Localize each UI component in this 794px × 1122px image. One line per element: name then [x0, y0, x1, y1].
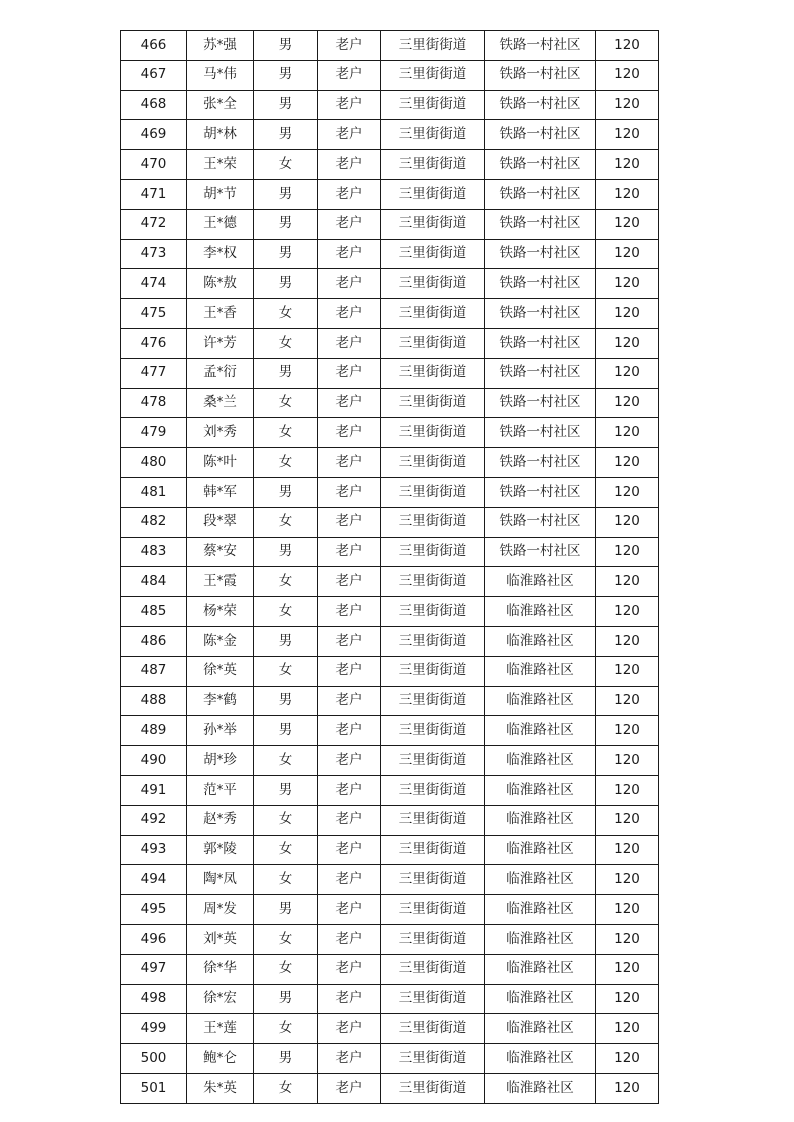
community-cell: 临淮路社区 [485, 1014, 596, 1044]
table-row [121, 686, 659, 716]
name-cell: 胡*珍 [187, 746, 254, 776]
household-type-cell: 老户 [318, 150, 381, 180]
serial-number-cell: 499 [121, 1014, 187, 1044]
table-row [121, 1014, 659, 1044]
street-cell: 三里街街道 [381, 1044, 485, 1074]
serial-number-cell: 481 [121, 477, 187, 507]
amount-cell: 120 [596, 179, 659, 209]
name-cell: 陶*凤 [187, 865, 254, 895]
amount-cell: 120 [596, 1014, 659, 1044]
serial-number-cell: 470 [121, 150, 187, 180]
community-cell: 临淮路社区 [485, 626, 596, 656]
name-cell: 王*莲 [187, 1014, 254, 1044]
table-row [121, 179, 659, 209]
community-cell: 临淮路社区 [485, 805, 596, 835]
community-cell: 铁路一村社区 [485, 388, 596, 418]
amount-cell: 120 [596, 507, 659, 537]
gender-cell: 男 [254, 895, 318, 925]
amount-cell: 120 [596, 31, 659, 61]
amount-cell: 120 [596, 358, 659, 388]
table-row [121, 984, 659, 1014]
household-type-cell: 老户 [318, 567, 381, 597]
amount-cell: 120 [596, 686, 659, 716]
household-type-cell: 老户 [318, 1014, 381, 1044]
table-row [121, 31, 659, 61]
gender-cell: 男 [254, 120, 318, 150]
table-row [121, 954, 659, 984]
name-cell: 朱*英 [187, 1073, 254, 1103]
gender-cell: 女 [254, 656, 318, 686]
serial-number-cell: 500 [121, 1044, 187, 1074]
household-type-cell: 老户 [318, 626, 381, 656]
table-row [121, 924, 659, 954]
serial-number-cell: 469 [121, 120, 187, 150]
community-cell: 铁路一村社区 [485, 507, 596, 537]
table-row [121, 775, 659, 805]
name-cell: 王*香 [187, 299, 254, 329]
street-cell: 三里街街道 [381, 418, 485, 448]
household-type-cell: 老户 [318, 805, 381, 835]
name-cell: 徐*华 [187, 954, 254, 984]
table-row [121, 120, 659, 150]
serial-number-cell: 485 [121, 597, 187, 627]
gender-cell: 女 [254, 954, 318, 984]
community-cell: 临淮路社区 [485, 924, 596, 954]
amount-cell: 120 [596, 597, 659, 627]
household-type-cell: 老户 [318, 269, 381, 299]
street-cell: 三里街街道 [381, 537, 485, 567]
serial-number-cell: 486 [121, 626, 187, 656]
street-cell: 三里街街道 [381, 60, 485, 90]
name-cell: 范*平 [187, 775, 254, 805]
household-type-cell: 老户 [318, 418, 381, 448]
gender-cell: 女 [254, 835, 318, 865]
gender-cell: 女 [254, 1073, 318, 1103]
name-cell: 陈*金 [187, 626, 254, 656]
street-cell: 三里街街道 [381, 269, 485, 299]
community-cell: 临淮路社区 [485, 865, 596, 895]
household-type-cell: 老户 [318, 388, 381, 418]
amount-cell: 120 [596, 418, 659, 448]
table-row [121, 626, 659, 656]
street-cell: 三里街街道 [381, 656, 485, 686]
street-cell: 三里街街道 [381, 150, 485, 180]
household-type-cell: 老户 [318, 1044, 381, 1074]
amount-cell: 120 [596, 775, 659, 805]
household-type-cell: 老户 [318, 358, 381, 388]
amount-cell: 120 [596, 835, 659, 865]
street-cell: 三里街街道 [381, 924, 485, 954]
household-type-cell: 老户 [318, 31, 381, 61]
community-cell: 临淮路社区 [485, 567, 596, 597]
table-row [121, 328, 659, 358]
street-cell: 三里街街道 [381, 209, 485, 239]
gender-cell: 女 [254, 567, 318, 597]
serial-number-cell: 493 [121, 835, 187, 865]
amount-cell: 120 [596, 924, 659, 954]
serial-number-cell: 494 [121, 865, 187, 895]
amount-cell: 120 [596, 746, 659, 776]
name-cell: 赵*秀 [187, 805, 254, 835]
serial-number-cell: 489 [121, 716, 187, 746]
amount-cell: 120 [596, 269, 659, 299]
roster-table [120, 30, 659, 1104]
name-cell: 苏*强 [187, 31, 254, 61]
serial-number-cell: 488 [121, 686, 187, 716]
table-row [121, 507, 659, 537]
gender-cell: 女 [254, 805, 318, 835]
table-row [121, 60, 659, 90]
name-cell: 徐*宏 [187, 984, 254, 1014]
gender-cell: 女 [254, 388, 318, 418]
amount-cell: 120 [596, 716, 659, 746]
amount-cell: 120 [596, 209, 659, 239]
serial-number-cell: 468 [121, 90, 187, 120]
table-row [121, 418, 659, 448]
household-type-cell: 老户 [318, 60, 381, 90]
household-type-cell: 老户 [318, 1073, 381, 1103]
name-cell: 孙*举 [187, 716, 254, 746]
serial-number-cell: 477 [121, 358, 187, 388]
household-type-cell: 老户 [318, 716, 381, 746]
street-cell: 三里街街道 [381, 388, 485, 418]
name-cell: 鲍*仑 [187, 1044, 254, 1074]
table-row [121, 746, 659, 776]
table-row [121, 150, 659, 180]
serial-number-cell: 483 [121, 537, 187, 567]
community-cell: 铁路一村社区 [485, 448, 596, 478]
community-cell: 铁路一村社区 [485, 477, 596, 507]
community-cell: 铁路一村社区 [485, 358, 596, 388]
serial-number-cell: 484 [121, 567, 187, 597]
street-cell: 三里街街道 [381, 120, 485, 150]
table-row [121, 1044, 659, 1074]
gender-cell: 男 [254, 239, 318, 269]
table-row [121, 448, 659, 478]
name-cell: 马*伟 [187, 60, 254, 90]
gender-cell: 男 [254, 90, 318, 120]
gender-cell: 女 [254, 865, 318, 895]
community-cell: 铁路一村社区 [485, 179, 596, 209]
household-type-cell: 老户 [318, 537, 381, 567]
gender-cell: 男 [254, 686, 318, 716]
household-type-cell: 老户 [318, 299, 381, 329]
street-cell: 三里街街道 [381, 805, 485, 835]
household-type-cell: 老户 [318, 835, 381, 865]
street-cell: 三里街街道 [381, 1014, 485, 1044]
name-cell: 王*德 [187, 209, 254, 239]
gender-cell: 女 [254, 924, 318, 954]
street-cell: 三里街街道 [381, 239, 485, 269]
amount-cell: 120 [596, 477, 659, 507]
table-row [121, 716, 659, 746]
name-cell: 韩*军 [187, 477, 254, 507]
community-cell: 临淮路社区 [485, 1044, 596, 1074]
gender-cell: 女 [254, 746, 318, 776]
street-cell: 三里街街道 [381, 775, 485, 805]
serial-number-cell: 466 [121, 31, 187, 61]
household-type-cell: 老户 [318, 120, 381, 150]
amount-cell: 120 [596, 1073, 659, 1103]
name-cell: 胡*林 [187, 120, 254, 150]
amount-cell: 120 [596, 954, 659, 984]
name-cell: 胡*节 [187, 179, 254, 209]
street-cell: 三里街街道 [381, 865, 485, 895]
community-cell: 临淮路社区 [485, 746, 596, 776]
street-cell: 三里街街道 [381, 507, 485, 537]
amount-cell: 120 [596, 120, 659, 150]
table-row [121, 895, 659, 925]
amount-cell: 120 [596, 448, 659, 478]
name-cell: 刘*秀 [187, 418, 254, 448]
serial-number-cell: 495 [121, 895, 187, 925]
household-type-cell: 老户 [318, 895, 381, 925]
household-type-cell: 老户 [318, 924, 381, 954]
street-cell: 三里街街道 [381, 746, 485, 776]
name-cell: 陈*叶 [187, 448, 254, 478]
table-row [121, 656, 659, 686]
name-cell: 李*权 [187, 239, 254, 269]
name-cell: 王*霞 [187, 567, 254, 597]
household-type-cell: 老户 [318, 477, 381, 507]
household-type-cell: 老户 [318, 954, 381, 984]
amount-cell: 120 [596, 328, 659, 358]
serial-number-cell: 487 [121, 656, 187, 686]
community-cell: 铁路一村社区 [485, 418, 596, 448]
amount-cell: 120 [596, 626, 659, 656]
table-row [121, 388, 659, 418]
table-row [121, 865, 659, 895]
household-type-cell: 老户 [318, 507, 381, 537]
gender-cell: 男 [254, 477, 318, 507]
street-cell: 三里街街道 [381, 567, 485, 597]
community-cell: 铁路一村社区 [485, 269, 596, 299]
street-cell: 三里街街道 [381, 328, 485, 358]
gender-cell: 男 [254, 179, 318, 209]
community-cell: 铁路一村社区 [485, 120, 596, 150]
roster-table-body [121, 31, 659, 1104]
household-type-cell: 老户 [318, 984, 381, 1014]
name-cell: 许*芳 [187, 328, 254, 358]
serial-number-cell: 478 [121, 388, 187, 418]
community-cell: 铁路一村社区 [485, 299, 596, 329]
table-row [121, 477, 659, 507]
gender-cell: 女 [254, 507, 318, 537]
table-row [121, 567, 659, 597]
table-row [121, 269, 659, 299]
household-type-cell: 老户 [318, 239, 381, 269]
serial-number-cell: 490 [121, 746, 187, 776]
table-row [121, 358, 659, 388]
serial-number-cell: 491 [121, 775, 187, 805]
gender-cell: 男 [254, 626, 318, 656]
household-type-cell: 老户 [318, 656, 381, 686]
gender-cell: 男 [254, 60, 318, 90]
serial-number-cell: 482 [121, 507, 187, 537]
street-cell: 三里街街道 [381, 984, 485, 1014]
amount-cell: 120 [596, 537, 659, 567]
household-type-cell: 老户 [318, 775, 381, 805]
amount-cell: 120 [596, 239, 659, 269]
street-cell: 三里街街道 [381, 358, 485, 388]
name-cell: 徐*英 [187, 656, 254, 686]
amount-cell: 120 [596, 865, 659, 895]
amount-cell: 120 [596, 150, 659, 180]
gender-cell: 女 [254, 150, 318, 180]
table-row [121, 90, 659, 120]
community-cell: 临淮路社区 [485, 895, 596, 925]
name-cell: 段*翠 [187, 507, 254, 537]
household-type-cell: 老户 [318, 686, 381, 716]
name-cell: 郭*陵 [187, 835, 254, 865]
community-cell: 铁路一村社区 [485, 150, 596, 180]
amount-cell: 120 [596, 60, 659, 90]
household-type-cell: 老户 [318, 90, 381, 120]
household-type-cell: 老户 [318, 597, 381, 627]
gender-cell: 男 [254, 716, 318, 746]
table-row [121, 239, 659, 269]
serial-number-cell: 497 [121, 954, 187, 984]
street-cell: 三里街街道 [381, 626, 485, 656]
community-cell: 铁路一村社区 [485, 537, 596, 567]
serial-number-cell: 496 [121, 924, 187, 954]
community-cell: 临淮路社区 [485, 954, 596, 984]
street-cell: 三里街街道 [381, 1073, 485, 1103]
gender-cell: 男 [254, 209, 318, 239]
community-cell: 临淮路社区 [485, 686, 596, 716]
amount-cell: 120 [596, 656, 659, 686]
table-row [121, 835, 659, 865]
street-cell: 三里街街道 [381, 597, 485, 627]
street-cell: 三里街街道 [381, 477, 485, 507]
street-cell: 三里街街道 [381, 895, 485, 925]
gender-cell: 男 [254, 775, 318, 805]
community-cell: 铁路一村社区 [485, 90, 596, 120]
name-cell: 桑*兰 [187, 388, 254, 418]
street-cell: 三里街街道 [381, 716, 485, 746]
serial-number-cell: 492 [121, 805, 187, 835]
amount-cell: 120 [596, 895, 659, 925]
gender-cell: 女 [254, 597, 318, 627]
amount-cell: 120 [596, 1044, 659, 1074]
community-cell: 铁路一村社区 [485, 209, 596, 239]
community-cell: 临淮路社区 [485, 1073, 596, 1103]
serial-number-cell: 472 [121, 209, 187, 239]
community-cell: 铁路一村社区 [485, 239, 596, 269]
community-cell: 临淮路社区 [485, 775, 596, 805]
gender-cell: 男 [254, 358, 318, 388]
name-cell: 李*鹤 [187, 686, 254, 716]
street-cell: 三里街街道 [381, 31, 485, 61]
table-row [121, 805, 659, 835]
gender-cell: 女 [254, 448, 318, 478]
community-cell: 铁路一村社区 [485, 31, 596, 61]
table-row [121, 1073, 659, 1103]
name-cell: 王*荣 [187, 150, 254, 180]
gender-cell: 女 [254, 418, 318, 448]
community-cell: 临淮路社区 [485, 656, 596, 686]
street-cell: 三里街街道 [381, 954, 485, 984]
community-cell: 铁路一村社区 [485, 328, 596, 358]
name-cell: 陈*敖 [187, 269, 254, 299]
community-cell: 临淮路社区 [485, 984, 596, 1014]
gender-cell: 女 [254, 328, 318, 358]
street-cell: 三里街街道 [381, 448, 485, 478]
amount-cell: 120 [596, 388, 659, 418]
amount-cell: 120 [596, 805, 659, 835]
name-cell: 孟*衍 [187, 358, 254, 388]
gender-cell: 男 [254, 1044, 318, 1074]
street-cell: 三里街街道 [381, 299, 485, 329]
serial-number-cell: 474 [121, 269, 187, 299]
name-cell: 杨*荣 [187, 597, 254, 627]
amount-cell: 120 [596, 90, 659, 120]
street-cell: 三里街街道 [381, 835, 485, 865]
household-type-cell: 老户 [318, 448, 381, 478]
street-cell: 三里街街道 [381, 90, 485, 120]
serial-number-cell: 479 [121, 418, 187, 448]
amount-cell: 120 [596, 984, 659, 1014]
serial-number-cell: 471 [121, 179, 187, 209]
amount-cell: 120 [596, 567, 659, 597]
serial-number-cell: 475 [121, 299, 187, 329]
household-type-cell: 老户 [318, 865, 381, 895]
gender-cell: 女 [254, 1014, 318, 1044]
household-type-cell: 老户 [318, 179, 381, 209]
amount-cell: 120 [596, 299, 659, 329]
serial-number-cell: 467 [121, 60, 187, 90]
gender-cell: 男 [254, 269, 318, 299]
table-row [121, 537, 659, 567]
gender-cell: 男 [254, 984, 318, 1014]
name-cell: 张*全 [187, 90, 254, 120]
community-cell: 临淮路社区 [485, 597, 596, 627]
community-cell: 临淮路社区 [485, 716, 596, 746]
name-cell: 周*发 [187, 895, 254, 925]
table-row [121, 209, 659, 239]
household-type-cell: 老户 [318, 209, 381, 239]
street-cell: 三里街街道 [381, 686, 485, 716]
gender-cell: 男 [254, 31, 318, 61]
serial-number-cell: 480 [121, 448, 187, 478]
household-type-cell: 老户 [318, 746, 381, 776]
gender-cell: 女 [254, 299, 318, 329]
household-type-cell: 老户 [318, 328, 381, 358]
community-cell: 临淮路社区 [485, 835, 596, 865]
table-row [121, 299, 659, 329]
serial-number-cell: 501 [121, 1073, 187, 1103]
community-cell: 铁路一村社区 [485, 60, 596, 90]
serial-number-cell: 473 [121, 239, 187, 269]
street-cell: 三里街街道 [381, 179, 485, 209]
serial-number-cell: 476 [121, 328, 187, 358]
serial-number-cell: 498 [121, 984, 187, 1014]
table-row [121, 597, 659, 627]
name-cell: 刘*英 [187, 924, 254, 954]
gender-cell: 男 [254, 537, 318, 567]
name-cell: 蔡*安 [187, 537, 254, 567]
